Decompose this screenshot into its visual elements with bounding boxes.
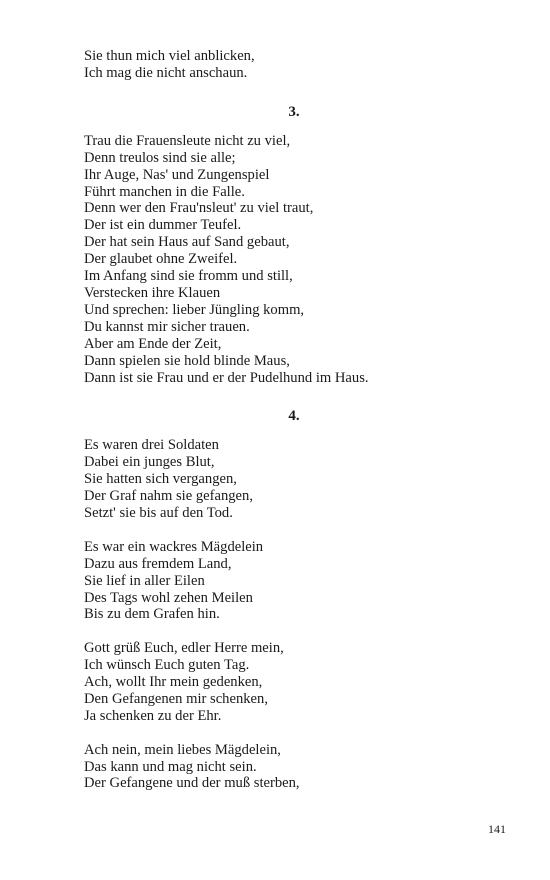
section-4-stanza-4	[84, 742, 504, 793]
verse-line: Ach, wollt Ihr mein gedenken,	[84, 674, 263, 691]
verse-line: Ihr Auge, Nas' und Zungenspiel	[84, 166, 270, 183]
section-4-stanza-3	[84, 640, 504, 725]
verse-line: Bis zu dem Grafen hin.	[84, 606, 220, 623]
page-body	[84, 48, 504, 792]
verse-line: Sie hatten sich vergangen,	[84, 471, 237, 488]
verse-line: Verstecken ihre Klauen	[84, 284, 221, 301]
section-4-stanza-1	[84, 437, 504, 522]
verse-line: Denn wer den Frau'nsleut' zu viel traut,	[84, 200, 314, 217]
verse-line: Ich wünsch Euch guten Tag.	[84, 657, 250, 674]
verse-line: Der hat sein Haus auf Sand gebaut,	[84, 234, 290, 251]
intro-stanza	[84, 48, 504, 82]
section-number-4: 4.	[288, 408, 300, 425]
verse-line: Dazu aus fremdem Land,	[84, 555, 232, 572]
verse-line: Der ist ein dummer Teufel.	[84, 217, 242, 234]
verse-line: Ja schenken zu der Ehr.	[84, 707, 222, 724]
verse-line: Es war ein wackres Mägdelein	[84, 538, 264, 555]
verse-line: Im Anfang sind sie fromm und still,	[84, 268, 293, 285]
verse-line: Gott grüß Euch, edler Herre mein,	[84, 640, 284, 657]
verse-line: Es waren drei Soldaten	[84, 437, 219, 454]
section-3-stanza-1	[84, 133, 504, 387]
verse-line: Und sprechen: lieber Jüngling komm,	[84, 301, 305, 318]
verse-line: Setzt' sie bis auf den Tod.	[84, 505, 233, 522]
verse-line: Ich mag die nicht anschaun.	[84, 64, 248, 81]
page-number: 141	[488, 822, 506, 836]
verse-line: Den Gefangenen mir schenken,	[84, 690, 268, 707]
verse-line: Dann spielen sie hold blinde Maus,	[84, 352, 290, 369]
verse-line: Das kann und mag nicht sein.	[84, 758, 257, 775]
verse-line: Sie thun mich viel anblicken,	[84, 48, 255, 64]
verse-line: Der Graf nahm sie gefangen,	[84, 488, 253, 505]
verse-line: Des Tags wohl zehen Meilen	[84, 589, 253, 606]
verse-line: Ach nein, mein liebes Mägdelein,	[84, 741, 281, 758]
verse-line: Du kannst mir sicher trauen.	[84, 318, 250, 335]
verse-line: Der Gefangene und der muß sterben,	[84, 775, 300, 792]
section-4-stanza-2	[84, 539, 504, 624]
verse-line: Denn treulos sind sie alle;	[84, 149, 236, 166]
verse-line: Führt manchen in die Falle.	[84, 183, 245, 200]
section-number-3: 3.	[288, 103, 300, 120]
verse-line: Aber am Ende der Zeit,	[84, 335, 222, 352]
verse-line: Sie lief in aller Eilen	[84, 572, 205, 589]
verse-line: Dann ist sie Frau und er der Pudelhund im Haus.	[84, 369, 369, 386]
verse-line: Dabei ein junges Blut,	[84, 454, 215, 471]
verse-line: Der glaubet ohne Zweifel.	[84, 251, 238, 268]
verse-line: Trau die Frauensleute nicht zu viel,	[84, 132, 291, 149]
